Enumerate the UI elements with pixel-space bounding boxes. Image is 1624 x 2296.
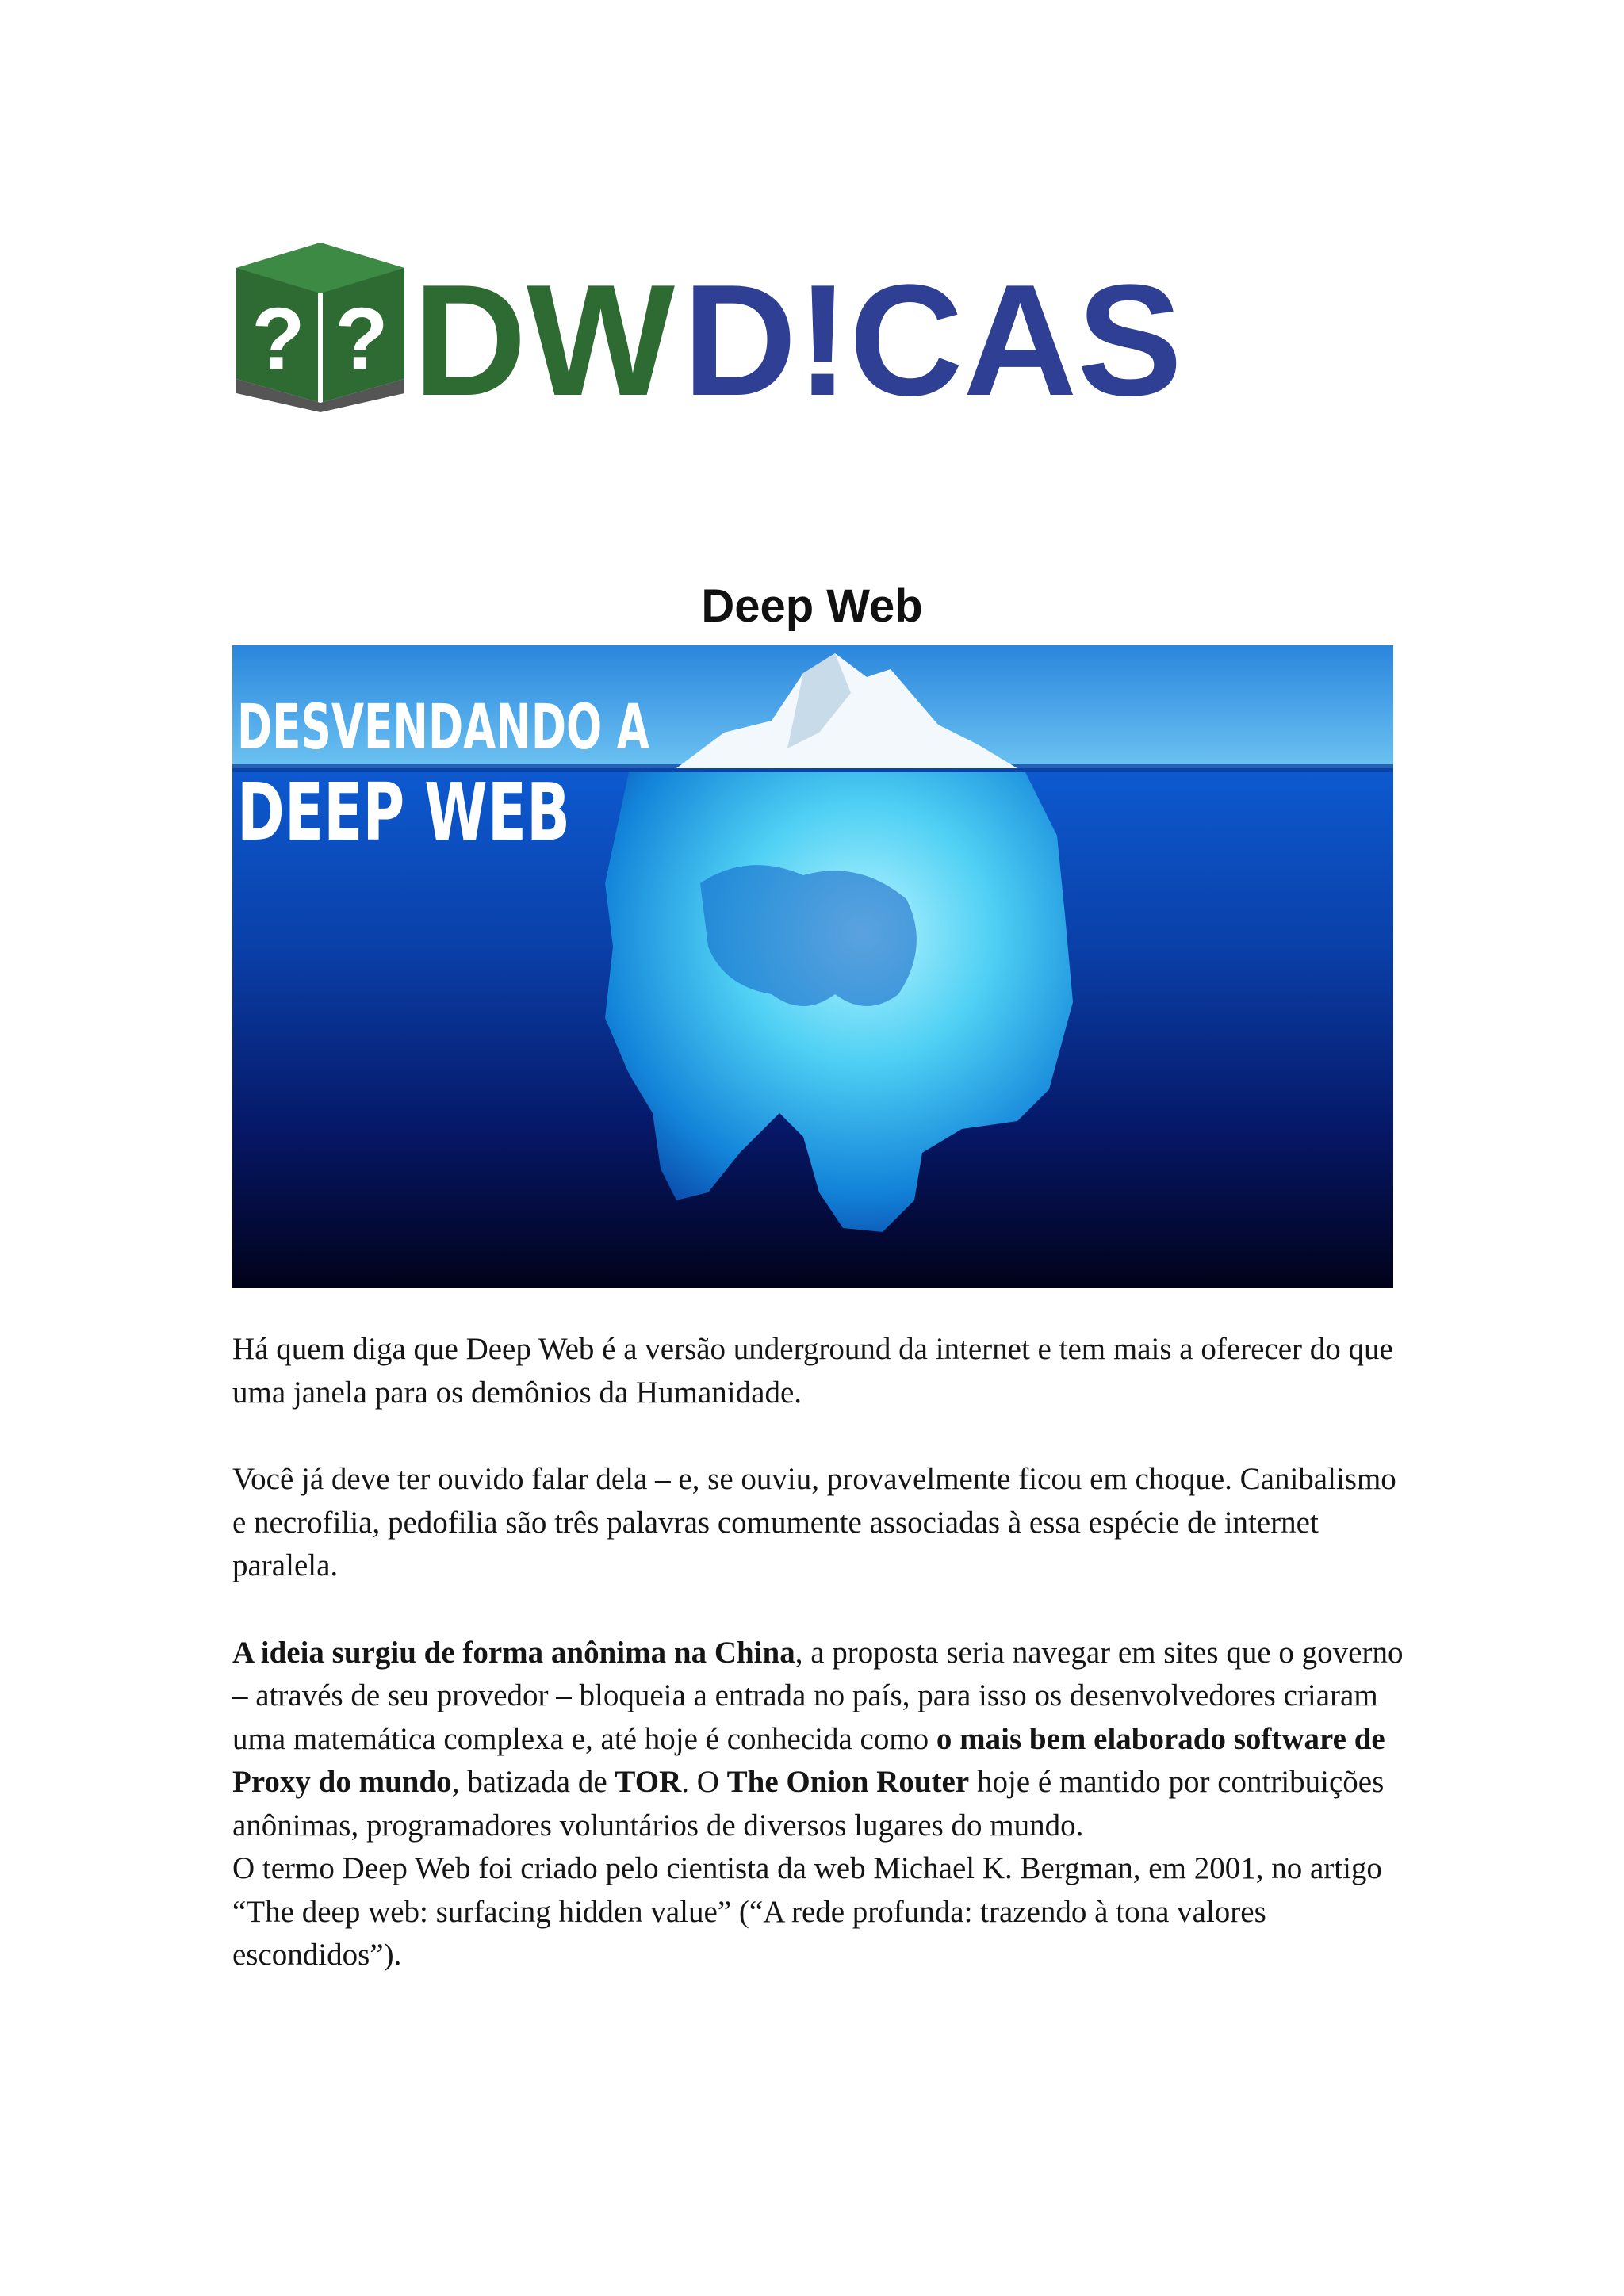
iceberg-hero-image	[232, 645, 1393, 1288]
question-mark-cube-icon	[236, 243, 404, 412]
hero-caption-line2: DEEP WEB	[237, 766, 570, 859]
bold-phrase-onion-router: The Onion Router	[726, 1765, 970, 1799]
paragraph-3	[232, 1632, 1406, 1848]
bold-phrase-tor: TOR	[615, 1765, 682, 1799]
svg-text:?: ?	[335, 290, 389, 388]
paragraph-4: O termo Deep Web foi criado pelo cientista da web Michael K. Bergman, em 2001, no artigo “The deep web: surfacing hidden value” (“A rede profunda: trazendo à tona valores escondidos”).	[232, 1851, 1382, 1972]
text-segment: , batizada de	[451, 1765, 615, 1799]
hero-caption-line1: DESVENDANDO A	[237, 692, 649, 763]
text-segment: , a proposta seria navegar em sites que o governo – através de seu provedor – bloqueia a entrada no país, para isso os desenvolvedores criaram uma matemática complexa e, até hoje é conhecida como	[232, 1635, 1404, 1756]
article-body	[232, 1328, 1406, 1977]
svg-text:D!CAS: D!CAS	[683, 252, 1182, 412]
text-segment: hoje é mantido por contribuições anônimas, programadores voluntários de diversos lugares do mundo.	[232, 1765, 1385, 1843]
paragraph-2: Você já deve ter ouvido falar dela – e, se ouviu, provavelmente ficou em choque. Canibalismo e necrofilia, pedofilia são três palavras comumente associadas à essa espécie de internet paralela.	[232, 1462, 1396, 1582]
svg-text:DW: DW	[413, 252, 676, 412]
bold-phrase-proxy: o mais bem elaborado software de Proxy do mundo	[232, 1721, 1385, 1799]
dwdicas-logo	[235, 238, 1186, 412]
paragraph-1: Há quem diga que Deep Web é a versão underground da internet e tem mais a oferecer do que uma janela para os demônios da Humanidade.	[232, 1332, 1393, 1410]
text-segment: . O	[681, 1765, 727, 1799]
bold-phrase-origin: A ideia surgiu de forma anônima na China	[232, 1635, 795, 1670]
page-title: Deep Web	[701, 580, 923, 632]
svg-text:?: ?	[251, 290, 305, 388]
